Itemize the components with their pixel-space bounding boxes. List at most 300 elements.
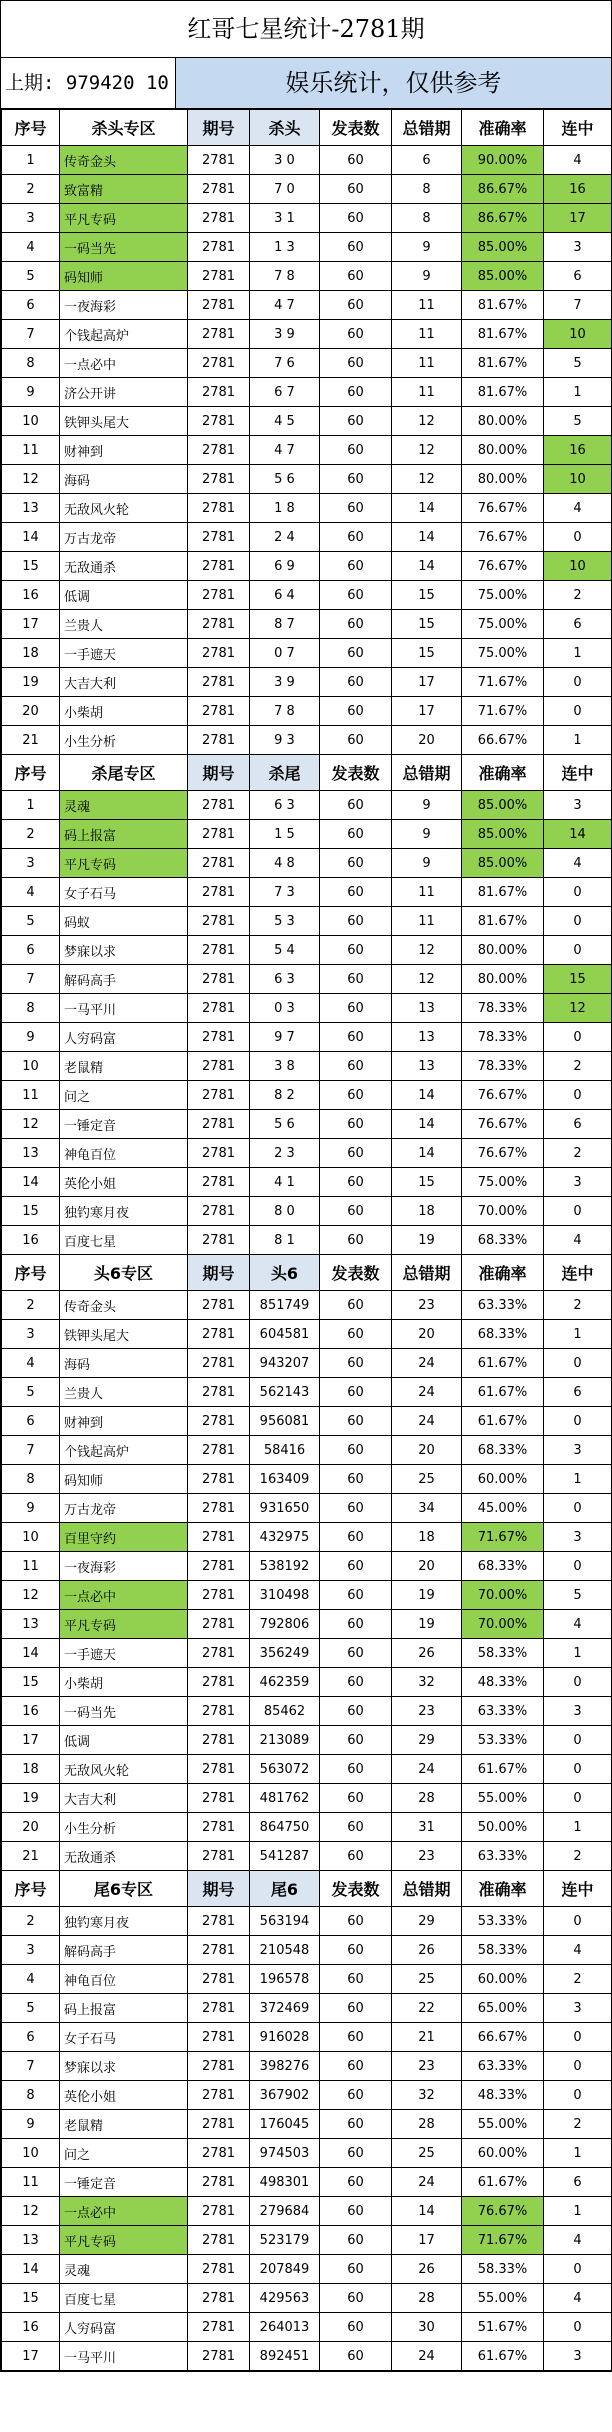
cell-errors: 19 [392, 1581, 462, 1610]
cell-streak: 3 [544, 1523, 612, 1552]
cell-name: 小柴胡 [60, 1668, 188, 1697]
table-row [2, 1226, 612, 1255]
cell-value: 563072 [250, 1755, 320, 1784]
cell-errors: 24 [392, 1755, 462, 1784]
cell-posts: 60 [320, 1668, 392, 1697]
cell-index: 4 [2, 878, 60, 907]
cell-issue: 2781 [188, 1494, 250, 1523]
header-accuracy: 准确率 [462, 755, 544, 791]
cell-name: 独钓寒月夜 [60, 1197, 188, 1226]
cell-streak: 16 [544, 175, 612, 204]
cell-issue: 2781 [188, 1936, 250, 1965]
section-header-row [2, 1255, 612, 1291]
info-bar [1, 58, 611, 109]
cell-issue: 2781 [188, 233, 250, 262]
cell-errors: 12 [392, 436, 462, 465]
cell-errors: 30 [392, 2313, 462, 2342]
table-row [2, 878, 612, 907]
cell-index: 10 [2, 407, 60, 436]
cell-accuracy: 63.33% [462, 1842, 544, 1871]
table-row [2, 262, 612, 291]
cell-issue: 2781 [188, 2255, 250, 2284]
cell-value: 604581 [250, 1320, 320, 1349]
table-row [2, 436, 612, 465]
table-row [2, 1552, 612, 1581]
cell-streak: 3 [544, 233, 612, 262]
cell-posts: 60 [320, 1139, 392, 1168]
cell-issue: 2781 [188, 936, 250, 965]
cell-posts: 60 [320, 1965, 392, 1994]
cell-errors: 17 [392, 697, 462, 726]
cell-streak: 10 [544, 465, 612, 494]
cell-posts: 60 [320, 291, 392, 320]
cell-accuracy: 76.67% [462, 2197, 544, 2226]
cell-errors: 11 [392, 907, 462, 936]
cell-issue: 2781 [188, 1465, 250, 1494]
cell-issue: 2781 [188, 1784, 250, 1813]
cell-posts: 60 [320, 1907, 392, 1936]
cell-issue: 2781 [188, 726, 250, 755]
table-row [2, 1139, 612, 1168]
cell-issue: 2781 [188, 523, 250, 552]
cell-posts: 60 [320, 2023, 392, 2052]
cell-accuracy: 86.67% [462, 204, 544, 233]
cell-errors: 29 [392, 1907, 462, 1936]
cell-value: 279684 [250, 2197, 320, 2226]
cell-posts: 60 [320, 1755, 392, 1784]
cell-value: 163409 [250, 1465, 320, 1494]
table-row [2, 1726, 612, 1755]
cell-accuracy: 58.33% [462, 1639, 544, 1668]
cell-value: 792806 [250, 1610, 320, 1639]
cell-accuracy: 58.33% [462, 2255, 544, 2284]
cell-posts: 60 [320, 378, 392, 407]
cell-value: 7 0 [250, 175, 320, 204]
cell-errors: 9 [392, 233, 462, 262]
cell-errors: 20 [392, 726, 462, 755]
cell-accuracy: 81.67% [462, 291, 544, 320]
cell-value: 974503 [250, 2139, 320, 2168]
cell-issue: 2781 [188, 2110, 250, 2139]
table-row [2, 1994, 612, 2023]
cell-errors: 25 [392, 1965, 462, 1994]
cell-streak: 6 [544, 1378, 612, 1407]
cell-value: 429563 [250, 2284, 320, 2313]
cell-accuracy: 85.00% [462, 820, 544, 849]
table-row [2, 1523, 612, 1552]
cell-accuracy: 75.00% [462, 639, 544, 668]
cell-index: 13 [2, 1610, 60, 1639]
cell-value: 4 5 [250, 407, 320, 436]
cell-streak: 6 [544, 2168, 612, 2197]
section-header-row [2, 755, 612, 791]
cell-index: 8 [2, 349, 60, 378]
cell-accuracy: 76.67% [462, 494, 544, 523]
cell-errors: 15 [392, 581, 462, 610]
table-row [2, 1320, 612, 1349]
cell-errors: 34 [392, 1494, 462, 1523]
cell-posts: 60 [320, 1523, 392, 1552]
table-row [2, 1081, 612, 1110]
cell-name: 平凡专码 [60, 1610, 188, 1639]
header-errors: 总错期 [392, 110, 462, 146]
cell-value: 462359 [250, 1668, 320, 1697]
cell-accuracy: 68.33% [462, 1552, 544, 1581]
cell-errors: 26 [392, 1639, 462, 1668]
cell-name: 梦寐以求 [60, 2052, 188, 2081]
cell-name: 女子石马 [60, 878, 188, 907]
cell-streak: 0 [544, 2052, 612, 2081]
cell-streak: 15 [544, 965, 612, 994]
cell-streak: 1 [544, 2139, 612, 2168]
cell-name: 一点必中 [60, 349, 188, 378]
cell-name: 个钱起高炉 [60, 320, 188, 349]
cell-posts: 60 [320, 1784, 392, 1813]
cell-name: 小柴胡 [60, 697, 188, 726]
table-row [2, 2110, 612, 2139]
cell-issue: 2781 [188, 320, 250, 349]
cell-name: 传奇金头 [60, 1291, 188, 1320]
cell-posts: 60 [320, 262, 392, 291]
table-row [2, 494, 612, 523]
cell-name: 小生分析 [60, 726, 188, 755]
cell-streak: 4 [544, 494, 612, 523]
cell-streak: 0 [544, 1023, 612, 1052]
cell-streak: 2 [544, 1052, 612, 1081]
table-row [2, 1639, 612, 1668]
header-index: 序号 [2, 1871, 60, 1907]
cell-posts: 60 [320, 1465, 392, 1494]
table-row [2, 2168, 612, 2197]
cell-accuracy: 75.00% [462, 581, 544, 610]
header-accuracy: 准确率 [462, 1871, 544, 1907]
header-zone: 头6专区 [60, 1255, 188, 1291]
cell-value: 196578 [250, 1965, 320, 1994]
table-row [2, 2081, 612, 2110]
cell-name: 小生分析 [60, 1813, 188, 1842]
cell-index: 9 [2, 1023, 60, 1052]
cell-value: 4 7 [250, 291, 320, 320]
cell-accuracy: 60.00% [462, 1965, 544, 1994]
cell-value: 264013 [250, 2313, 320, 2342]
cell-index: 12 [2, 1110, 60, 1139]
header-accuracy: 准确率 [462, 1255, 544, 1291]
cell-value: 1 8 [250, 494, 320, 523]
table-row [2, 175, 612, 204]
cell-streak: 4 [544, 2284, 612, 2313]
cell-posts: 60 [320, 552, 392, 581]
cell-index: 13 [2, 2226, 60, 2255]
cell-errors: 23 [392, 1697, 462, 1726]
cell-accuracy: 85.00% [462, 262, 544, 291]
cell-errors: 24 [392, 1349, 462, 1378]
table-row [2, 610, 612, 639]
cell-errors: 14 [392, 2197, 462, 2226]
cell-index: 15 [2, 2284, 60, 2313]
cell-value: 851749 [250, 1291, 320, 1320]
cell-name: 兰贵人 [60, 1378, 188, 1407]
cell-streak: 4 [544, 1936, 612, 1965]
header-streak: 连中 [544, 110, 612, 146]
cell-issue: 2781 [188, 2168, 250, 2197]
cell-value: 6 3 [250, 791, 320, 820]
cell-index: 5 [2, 907, 60, 936]
cell-errors: 14 [392, 494, 462, 523]
cell-index: 13 [2, 1139, 60, 1168]
cell-issue: 2781 [188, 2139, 250, 2168]
cell-index: 14 [2, 1168, 60, 1197]
cell-index: 5 [2, 262, 60, 291]
cell-streak: 3 [544, 1994, 612, 2023]
cell-errors: 20 [392, 1552, 462, 1581]
cell-issue: 2781 [188, 2226, 250, 2255]
cell-streak: 17 [544, 204, 612, 233]
cell-accuracy: 80.00% [462, 407, 544, 436]
cell-posts: 60 [320, 994, 392, 1023]
cell-accuracy: 68.33% [462, 1320, 544, 1349]
cell-value: 916028 [250, 2023, 320, 2052]
cell-issue: 2781 [188, 1552, 250, 1581]
cell-posts: 60 [320, 436, 392, 465]
table-row [2, 994, 612, 1023]
cell-issue: 2781 [188, 1668, 250, 1697]
cell-accuracy: 48.33% [462, 1668, 544, 1697]
cell-accuracy: 78.33% [462, 994, 544, 1023]
cell-errors: 20 [392, 1436, 462, 1465]
cell-issue: 2781 [188, 1349, 250, 1378]
cell-issue: 2781 [188, 1755, 250, 1784]
cell-name: 解码高手 [60, 1936, 188, 1965]
cell-index: 3 [2, 1936, 60, 1965]
header-accuracy: 准确率 [462, 110, 544, 146]
header-value: 杀头 [250, 110, 320, 146]
cell-errors: 15 [392, 1168, 462, 1197]
cell-streak: 7 [544, 291, 612, 320]
table-row [2, 936, 612, 965]
cell-issue: 2781 [188, 1907, 250, 1936]
header-zone: 杀尾专区 [60, 755, 188, 791]
table-row [2, 849, 612, 878]
cell-posts: 60 [320, 1349, 392, 1378]
cell-posts: 60 [320, 1581, 392, 1610]
cell-accuracy: 61.67% [462, 1755, 544, 1784]
header-issue: 期号 [188, 1255, 250, 1291]
cell-errors: 8 [392, 175, 462, 204]
cell-index: 8 [2, 2081, 60, 2110]
cell-name: 一手遮天 [60, 1639, 188, 1668]
cell-posts: 60 [320, 494, 392, 523]
cell-index: 10 [2, 2139, 60, 2168]
cell-name: 万古龙帝 [60, 1494, 188, 1523]
cell-posts: 60 [320, 204, 392, 233]
cell-accuracy: 70.00% [462, 1581, 544, 1610]
cell-streak: 0 [544, 1907, 612, 1936]
cell-value: 481762 [250, 1784, 320, 1813]
cell-streak: 1 [544, 2197, 612, 2226]
cell-issue: 2781 [188, 791, 250, 820]
cell-streak: 2 [544, 1291, 612, 1320]
cell-posts: 60 [320, 1813, 392, 1842]
cell-accuracy: 76.67% [462, 523, 544, 552]
cell-streak: 4 [544, 1226, 612, 1255]
cell-errors: 22 [392, 1994, 462, 2023]
cell-value: 9 3 [250, 726, 320, 755]
cell-accuracy: 68.33% [462, 1436, 544, 1465]
cell-index: 16 [2, 1697, 60, 1726]
cell-errors: 11 [392, 349, 462, 378]
cell-errors: 28 [392, 1784, 462, 1813]
cell-name: 大吉大利 [60, 1784, 188, 1813]
cell-posts: 60 [320, 639, 392, 668]
cell-accuracy: 80.00% [462, 936, 544, 965]
cell-streak: 6 [544, 610, 612, 639]
cell-streak: 4 [544, 849, 612, 878]
cell-name: 海码 [60, 1349, 188, 1378]
header-posts: 发表数 [320, 110, 392, 146]
cell-name: 解码高手 [60, 965, 188, 994]
table-row [2, 146, 612, 175]
cell-posts: 60 [320, 878, 392, 907]
cell-streak: 1 [544, 378, 612, 407]
cell-issue: 2781 [188, 204, 250, 233]
table-row [2, 233, 612, 262]
cell-issue: 2781 [188, 668, 250, 697]
cell-errors: 14 [392, 523, 462, 552]
cell-posts: 60 [320, 1494, 392, 1523]
cell-issue: 2781 [188, 2313, 250, 2342]
cell-value: 8 1 [250, 1226, 320, 1255]
cell-value: 3 9 [250, 668, 320, 697]
cell-errors: 12 [392, 965, 462, 994]
table-row [2, 2226, 612, 2255]
header-posts: 发表数 [320, 1871, 392, 1907]
cell-value: 213089 [250, 1726, 320, 1755]
cell-index: 19 [2, 668, 60, 697]
header-index: 序号 [2, 110, 60, 146]
cell-issue: 2781 [188, 1994, 250, 2023]
cell-issue: 2781 [188, 1378, 250, 1407]
cell-accuracy: 61.67% [462, 2168, 544, 2197]
cell-streak: 2 [544, 1139, 612, 1168]
cell-value: 310498 [250, 1581, 320, 1610]
table-row [2, 1197, 612, 1226]
cell-index: 4 [2, 233, 60, 262]
cell-errors: 14 [392, 1139, 462, 1168]
cell-issue: 2781 [188, 407, 250, 436]
table-row [2, 1465, 612, 1494]
cell-accuracy: 76.67% [462, 1110, 544, 1139]
cell-posts: 60 [320, 965, 392, 994]
cell-name: 女子石马 [60, 2023, 188, 2052]
cell-streak: 0 [544, 1081, 612, 1110]
cell-errors: 18 [392, 1197, 462, 1226]
cell-posts: 60 [320, 1291, 392, 1320]
cell-name: 问之 [60, 1081, 188, 1110]
cell-accuracy: 75.00% [462, 610, 544, 639]
cell-value: 398276 [250, 2052, 320, 2081]
cell-issue: 2781 [188, 1726, 250, 1755]
table-row [2, 1168, 612, 1197]
cell-name: 海码 [60, 465, 188, 494]
cell-name: 码上报富 [60, 1994, 188, 2023]
cell-value: 7 6 [250, 349, 320, 378]
table-row [2, 407, 612, 436]
cell-posts: 60 [320, 2226, 392, 2255]
cell-accuracy: 63.33% [462, 1697, 544, 1726]
cell-value: 6 4 [250, 581, 320, 610]
cell-accuracy: 60.00% [462, 1465, 544, 1494]
cell-streak: 6 [544, 262, 612, 291]
cell-issue: 2781 [188, 849, 250, 878]
cell-errors: 32 [392, 2081, 462, 2110]
cell-streak: 3 [544, 791, 612, 820]
cell-issue: 2781 [188, 1581, 250, 1610]
header-errors: 总错期 [392, 755, 462, 791]
cell-issue: 2781 [188, 2197, 250, 2226]
cell-issue: 2781 [188, 907, 250, 936]
cell-streak: 1 [544, 726, 612, 755]
cell-streak: 5 [544, 1581, 612, 1610]
cell-name: 一锤定音 [60, 1110, 188, 1139]
cell-posts: 60 [320, 1726, 392, 1755]
cell-index: 20 [2, 697, 60, 726]
cell-streak: 4 [544, 146, 612, 175]
cell-accuracy: 80.00% [462, 436, 544, 465]
cell-name: 无敌通杀 [60, 1842, 188, 1871]
cell-index: 2 [2, 820, 60, 849]
cell-name: 平凡专码 [60, 849, 188, 878]
cell-name: 一点必中 [60, 2197, 188, 2226]
cell-posts: 60 [320, 907, 392, 936]
cell-streak: 3 [544, 1436, 612, 1465]
cell-index: 12 [2, 1581, 60, 1610]
cell-streak: 1 [544, 1813, 612, 1842]
cell-name: 人穷码富 [60, 1023, 188, 1052]
cell-streak: 3 [544, 2342, 612, 2371]
cell-streak: 14 [544, 820, 612, 849]
cell-issue: 2781 [188, 1023, 250, 1052]
cell-posts: 60 [320, 668, 392, 697]
cell-value: 7 8 [250, 262, 320, 291]
cell-errors: 11 [392, 291, 462, 320]
cell-index: 12 [2, 465, 60, 494]
cell-posts: 60 [320, 320, 392, 349]
cell-streak: 5 [544, 349, 612, 378]
table-row [2, 1965, 612, 1994]
cell-errors: 15 [392, 639, 462, 668]
table-row [2, 1110, 612, 1139]
cell-posts: 60 [320, 2110, 392, 2139]
cell-value: 5 6 [250, 1110, 320, 1139]
table-row [2, 465, 612, 494]
cell-value: 956081 [250, 1407, 320, 1436]
cell-streak: 0 [544, 1784, 612, 1813]
table-row [2, 639, 612, 668]
cell-posts: 60 [320, 1697, 392, 1726]
table-row [2, 349, 612, 378]
cell-index: 6 [2, 936, 60, 965]
cell-errors: 28 [392, 2110, 462, 2139]
cell-name: 人穷码富 [60, 2313, 188, 2342]
cell-accuracy: 70.00% [462, 1197, 544, 1226]
cell-errors: 14 [392, 1110, 462, 1139]
cell-posts: 60 [320, 1639, 392, 1668]
cell-value: 892451 [250, 2342, 320, 2371]
cell-errors: 14 [392, 552, 462, 581]
cell-posts: 60 [320, 1197, 392, 1226]
header-value: 杀尾 [250, 755, 320, 791]
cell-accuracy: 45.00% [462, 1494, 544, 1523]
